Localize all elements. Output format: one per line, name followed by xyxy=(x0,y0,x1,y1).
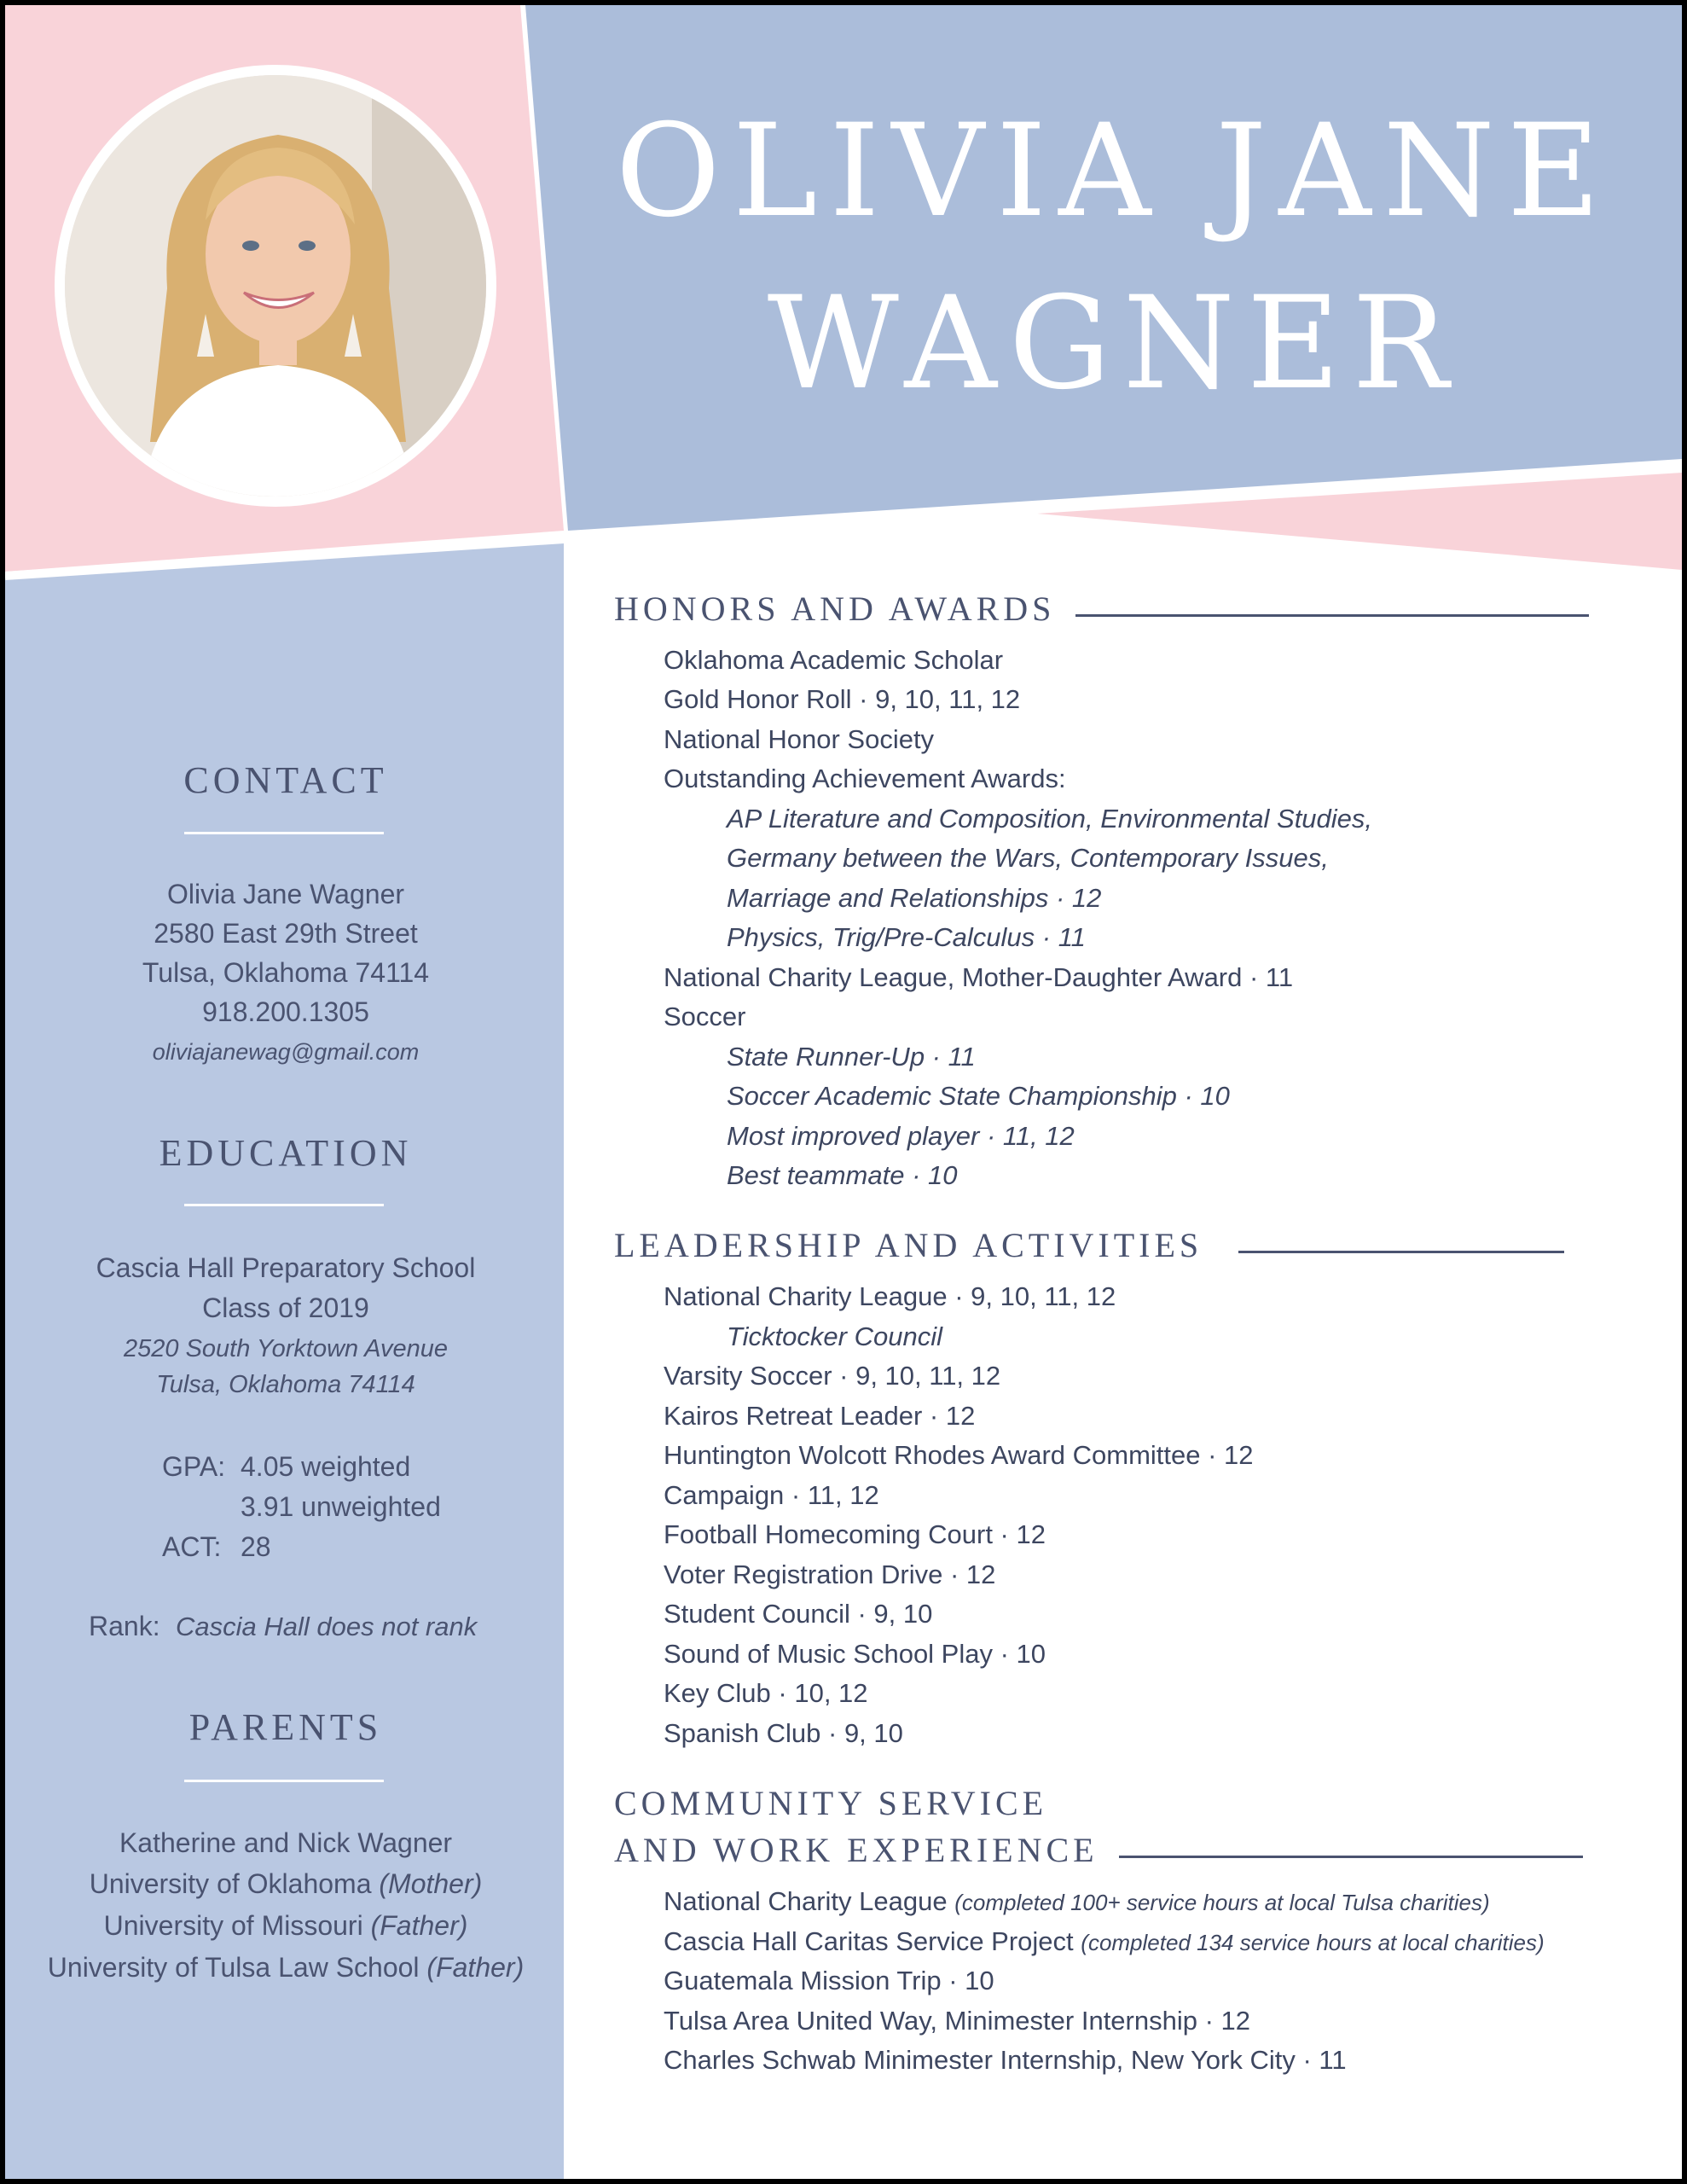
resume-page xyxy=(5,5,1682,2179)
soccer-sub-item: Soccer Academic State Championship · 10 xyxy=(727,1081,1230,1111)
education-address-1: 2520 South Yorktown Avenue xyxy=(124,1335,448,1362)
parent-school-line: University of Tulsa Law School (Father) xyxy=(47,1952,525,1983)
leadership-title: LEADERSHIP AND ACTIVITIES xyxy=(614,1226,1203,1264)
parents-rule xyxy=(184,1780,384,1782)
community-item: Guatemala Mission Trip · 10 xyxy=(664,1966,994,1995)
parents-names: Katherine and Nick Wagner xyxy=(119,1827,453,1858)
education-address-2: Tulsa, Oklahoma 74114 xyxy=(156,1371,415,1398)
community-item: Tulsa Area United Way, Minimester Internship · 12 xyxy=(664,2006,1251,2036)
leadership-item: Voter Registration Drive · 12 xyxy=(664,1560,996,1589)
education-school: Cascia Hall Preparatory School xyxy=(96,1252,476,1283)
rank-label: Rank: xyxy=(89,1611,160,1641)
contact-email: oliviajanewag@gmail.com xyxy=(152,1039,420,1065)
parents-heading: PARENTS xyxy=(188,1706,383,1748)
act-label: ACT: xyxy=(162,1531,222,1562)
soccer-sub-item: Most improved player · 11, 12 xyxy=(727,1121,1075,1151)
parent-school-line: University of Missouri (Father) xyxy=(103,1910,468,1941)
honors-item: Outstanding Achievement Awards: xyxy=(664,764,1066,793)
achievement-sub-item: Germany between the Wars, Contemporary Issues, xyxy=(727,843,1329,873)
leadership-sub-item: Ticktocker Council xyxy=(727,1321,942,1351)
community-title-line-1: COMMUNITY SERVICE xyxy=(614,1784,1048,1822)
honors-title: HONORS AND AWARDS xyxy=(614,590,1056,628)
honors-item: Soccer xyxy=(664,1002,746,1031)
community-item: National Charity League (completed 100+ service hours at local Tulsa charities) xyxy=(664,1886,1490,1916)
contact-name: Olivia Jane Wagner xyxy=(166,879,405,909)
contact-rule xyxy=(184,832,384,834)
leadership-item: Key Club · 10, 12 xyxy=(664,1678,868,1708)
honors-item: National Honor Society xyxy=(664,724,935,754)
rank-value: Cascia Hall does not rank xyxy=(176,1612,478,1641)
contact-phone: 918.200.1305 xyxy=(202,996,369,1027)
parent-school-line: University of Oklahoma (Mother) xyxy=(89,1868,483,1899)
leadership-item: Campaign · 11, 12 xyxy=(664,1480,879,1510)
honors-item: National Charity League, Mother-Daughter Award · 11 xyxy=(664,962,1294,992)
gpa-label: GPA: xyxy=(162,1451,226,1482)
education-heading: EDUCATION xyxy=(159,1132,413,1174)
achievement-sub-item: Marriage and Relationships · 12 xyxy=(727,883,1102,913)
leadership-item: Huntington Wolcott Rhodes Award Committee · 12 xyxy=(664,1440,1254,1470)
act-value: 28 xyxy=(241,1531,271,1562)
leadership-item: Football Homecoming Court · 12 xyxy=(664,1519,1046,1549)
blue-header-panel xyxy=(525,5,1682,531)
contact-heading: CONTACT xyxy=(183,759,388,801)
leadership-item: Student Council · 9, 10 xyxy=(664,1599,933,1629)
soccer-sub-item: Best teammate · 10 xyxy=(727,1160,958,1190)
leadership-rule xyxy=(1238,1251,1564,1253)
gpa-unweighted: 3.91 unweighted xyxy=(241,1491,441,1522)
name-line-2: WAGNER xyxy=(767,270,1461,418)
leadership-item: Kairos Retreat Leader · 12 xyxy=(664,1401,976,1431)
honors-item: Oklahoma Academic Scholar xyxy=(664,645,1004,675)
leadership-item: Spanish Club · 9, 10 xyxy=(664,1718,903,1748)
profile-photo xyxy=(55,65,496,507)
community-item: Charles Schwab Minimester Internship, New York City · 11 xyxy=(664,2045,1347,2075)
contact-city: Tulsa, Oklahoma 74114 xyxy=(142,957,430,988)
leadership-item: National Charity League · 9, 10, 11, 12 xyxy=(664,1281,1116,1311)
contact-street: 2580 East 29th Street xyxy=(154,918,418,949)
leadership-item: Varsity Soccer · 9, 10, 11, 12 xyxy=(664,1361,1001,1391)
honors-item: Gold Honor Roll · 9, 10, 11, 12 xyxy=(664,684,1021,714)
achievement-sub-item: AP Literature and Composition, Environmental Studies, xyxy=(727,804,1373,834)
leadership-item: Sound of Music School Play · 10 xyxy=(664,1639,1046,1669)
gpa-weighted: 4.05 weighted xyxy=(241,1451,411,1482)
community-item: Cascia Hall Caritas Service Project (completed 134 service hours at local charities) xyxy=(664,1926,1545,1956)
soccer-sub-item: State Runner-Up · 11 xyxy=(727,1042,976,1072)
education-rule xyxy=(184,1204,384,1206)
honors-rule xyxy=(1075,614,1589,617)
community-rule xyxy=(1119,1856,1583,1858)
portrait-image xyxy=(65,75,486,497)
name-line-1: OLIVIA JANE xyxy=(615,97,1613,246)
achievement-sub-item: Physics, Trig/Pre-Calculus · 11 xyxy=(727,922,1086,952)
community-title-line-2: AND WORK EXPERIENCE xyxy=(614,1831,1099,1869)
education-class: Class of 2019 xyxy=(202,1292,369,1323)
